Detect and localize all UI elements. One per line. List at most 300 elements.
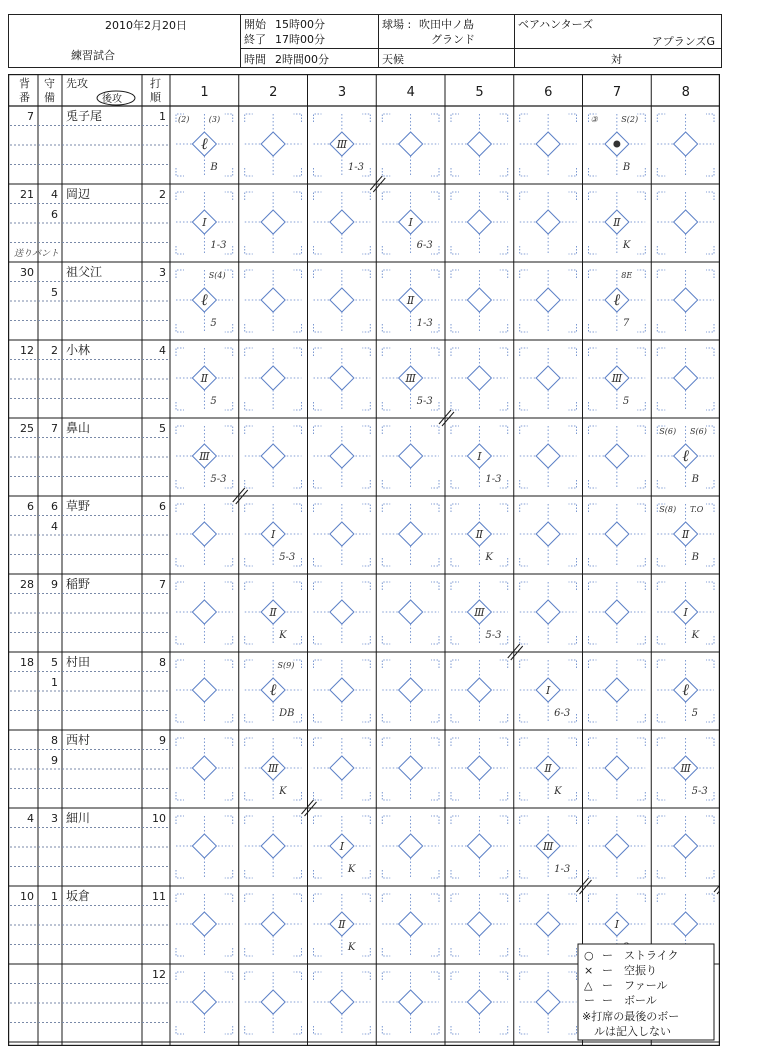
- out-count-mark: Ⅰ: [339, 840, 345, 853]
- cell-corner: [314, 504, 322, 512]
- cell-corner: [176, 714, 184, 722]
- play-annotation: T.O: [690, 505, 704, 514]
- batting-order: 3: [159, 266, 166, 279]
- base-diamond: [399, 132, 423, 156]
- cell-corner: [382, 168, 390, 176]
- base-diamond: [536, 912, 560, 936]
- cell-corner: [500, 870, 508, 878]
- cell-corner: [225, 714, 233, 722]
- uniform-number: 21: [20, 188, 34, 201]
- cell-corner: [362, 114, 370, 122]
- cell-corner: [569, 660, 577, 668]
- inning-header-3: 3: [337, 85, 347, 100]
- cell-corner: [431, 480, 439, 488]
- play-result: 1-3: [210, 240, 227, 251]
- cell-corner: [569, 636, 577, 644]
- cell-corner: [500, 426, 508, 434]
- cell-corner: [706, 660, 714, 668]
- cell-corner: [314, 792, 322, 800]
- base-diamond: [467, 366, 491, 390]
- cell-corner: [294, 714, 302, 722]
- cell-corner: [314, 660, 322, 668]
- venue-cell: [379, 15, 515, 67]
- cell-corner: [569, 402, 577, 410]
- position-number: 4: [51, 188, 58, 201]
- inning-header-5: 5: [475, 85, 484, 100]
- cell-corner: [245, 972, 253, 980]
- play-annotation: S(6): [690, 427, 707, 436]
- cell-corner: [362, 714, 370, 722]
- cell-corner: [431, 426, 439, 434]
- base-diamond: [261, 288, 285, 312]
- cell-corner: [294, 402, 302, 410]
- cell-corner: [245, 426, 253, 434]
- name-header-badge: 後攻: [102, 94, 122, 105]
- cell-corner: [382, 324, 390, 332]
- opponent-team: アプランズG: [651, 35, 715, 48]
- out-count-mark: Ⅲ: [611, 372, 623, 385]
- start-label: 開始: [244, 18, 266, 31]
- play-annotation: S(9): [277, 661, 295, 670]
- legend-dash: ー: [602, 949, 613, 962]
- cell-corner: [176, 792, 184, 800]
- uniform-number: 7: [27, 110, 34, 123]
- sub-position-number: 6: [51, 208, 58, 221]
- position-header: 備: [44, 91, 55, 104]
- play-result: K: [279, 630, 287, 641]
- cell-corner: [294, 348, 302, 356]
- inning-header-8: 8: [681, 85, 690, 100]
- cell-corner: [314, 480, 322, 488]
- legend-dash: ー: [602, 964, 613, 977]
- base-diamond: [399, 444, 423, 468]
- out-count-mark: Ⅱ: [269, 606, 277, 619]
- cell-corner: [382, 714, 390, 722]
- cell-corner: [431, 192, 439, 200]
- player-name: 小林: [66, 343, 91, 357]
- out-count-mark: Ⅰ: [202, 216, 207, 229]
- cell-corner: [362, 480, 370, 488]
- cell-corner: [431, 270, 439, 278]
- cell-corner: [382, 582, 390, 590]
- cell-corner: [706, 504, 714, 512]
- cell-corner: [225, 582, 233, 590]
- cell-corner: [520, 738, 528, 746]
- cell-corner: [500, 894, 508, 902]
- play-result: 6-3: [416, 240, 433, 251]
- cell-corner: [225, 504, 233, 512]
- player-name: 細川: [66, 811, 91, 825]
- cell-corner: [431, 792, 439, 800]
- cell-corner: [657, 582, 665, 590]
- play-result: 1-3: [347, 162, 364, 173]
- out-count-mark: Ⅲ: [267, 762, 279, 775]
- cell-corner: [382, 948, 390, 956]
- weather-label: 天候: [382, 53, 404, 66]
- cell-corner: [500, 348, 508, 356]
- cell-corner: [176, 348, 184, 356]
- cell-corner: [362, 870, 370, 878]
- cell-corner: [245, 816, 253, 824]
- base-diamond: [261, 210, 285, 234]
- out-count-mark: Ⅰ: [545, 684, 551, 697]
- cell-corner: [500, 270, 508, 278]
- cell-corner: [451, 246, 459, 254]
- cell-corner: [569, 426, 577, 434]
- base-diamond: [674, 912, 698, 936]
- base-diamond: [467, 210, 491, 234]
- cell-corner: [314, 1026, 322, 1034]
- legend-label: ファール: [624, 979, 668, 992]
- cell-corner: [294, 636, 302, 644]
- cell-corner: [451, 480, 459, 488]
- cell-corner: [451, 270, 459, 278]
- base-diamond: [330, 444, 354, 468]
- cell-corner: [706, 324, 714, 332]
- cell-corner: [314, 870, 322, 878]
- base-diamond: [192, 756, 216, 780]
- cell-corner: [176, 1026, 184, 1034]
- duration-value: 2時間00分: [275, 53, 329, 66]
- cell-corner: [431, 348, 439, 356]
- cell-corner: [294, 894, 302, 902]
- cell-corner: [451, 714, 459, 722]
- cell-corner: [706, 114, 714, 122]
- cell-corner: [314, 816, 322, 824]
- cell-corner: [245, 324, 253, 332]
- cell-corner: [706, 636, 714, 644]
- cell-corner: [451, 582, 459, 590]
- hit-mark: ℓ: [201, 290, 208, 309]
- cell-corner: [294, 114, 302, 122]
- base-diamond: [399, 756, 423, 780]
- play-result: B: [210, 162, 218, 173]
- base-diamond: [192, 990, 216, 1014]
- run-scored-dot: [613, 141, 620, 148]
- base-diamond: [536, 522, 560, 546]
- cell-corner: [314, 168, 322, 176]
- position-number: 8: [51, 734, 58, 747]
- base-diamond: [330, 756, 354, 780]
- cell-corner: [362, 246, 370, 254]
- out-count-mark: Ⅰ: [270, 528, 276, 541]
- cell-corner: [294, 192, 302, 200]
- time-cell: [241, 15, 379, 67]
- player-name: 稲野: [66, 577, 91, 591]
- cell-corner: [314, 558, 322, 566]
- cell-corner: [657, 168, 665, 176]
- cell-corner: [314, 636, 322, 644]
- batting-order: 10: [152, 812, 166, 825]
- cell-corner: [362, 582, 370, 590]
- play-result: B: [691, 552, 699, 563]
- cell-corner: [706, 582, 714, 590]
- cell-corner: [589, 816, 597, 824]
- out-count-mark: Ⅱ: [338, 918, 346, 931]
- cell-corner: [225, 324, 233, 332]
- cell-corner: [589, 582, 597, 590]
- base-diamond: [605, 834, 629, 858]
- play-annotation: 8E: [621, 271, 633, 280]
- out-count-mark: Ⅲ: [199, 450, 210, 463]
- play-result: K: [347, 942, 356, 953]
- cell-corner: [706, 480, 714, 488]
- cell-corner: [520, 660, 528, 668]
- base-diamond: [399, 912, 423, 936]
- cell-corner: [431, 1026, 439, 1034]
- base-diamond: [330, 600, 354, 624]
- cell-corner: [431, 168, 439, 176]
- base-diamond: [192, 834, 216, 858]
- cell-corner: [294, 870, 302, 878]
- cell-corner: [314, 426, 322, 434]
- cell-corner: [362, 660, 370, 668]
- base-diamond: [467, 912, 491, 936]
- cell-corner: [569, 192, 577, 200]
- play-result: 5: [622, 396, 630, 407]
- cell-corner: [431, 714, 439, 722]
- cell-corner: [520, 348, 528, 356]
- legend-symbol: △: [584, 979, 593, 992]
- cell-corner: [362, 894, 370, 902]
- cell-corner: [500, 504, 508, 512]
- play-annotation: S(2): [621, 115, 639, 124]
- cell-corner: [637, 168, 645, 176]
- play-result: 5-3: [485, 630, 502, 641]
- start-time: 15時00分: [275, 18, 325, 31]
- base-diamond: [261, 132, 285, 156]
- cell-corner: [657, 480, 665, 488]
- player-name: 鼻山: [66, 421, 91, 435]
- base-diamond: [192, 600, 216, 624]
- cell-corner: [314, 738, 322, 746]
- cell-corner: [245, 348, 253, 356]
- cell-corner: [294, 660, 302, 668]
- cell-corner: [637, 114, 645, 122]
- sub-position-number: 4: [51, 520, 58, 533]
- cell-corner: [362, 816, 370, 824]
- end-time: 17時00分: [275, 33, 325, 46]
- cell-corner: [225, 426, 233, 434]
- play-result: 6-3: [554, 708, 571, 719]
- cell-corner: [225, 948, 233, 956]
- legend-note: ※打席の最後のボー: [582, 1010, 680, 1023]
- cell-corner: [245, 192, 253, 200]
- cell-corner: [657, 348, 665, 356]
- cell-corner: [294, 270, 302, 278]
- player-note: 送りバント: [14, 249, 60, 259]
- cell-corner: [451, 816, 459, 824]
- cell-corner: [176, 246, 184, 254]
- cell-corner: [520, 504, 528, 512]
- cell-corner: [500, 738, 508, 746]
- cell-corner: [569, 738, 577, 746]
- cell-corner: [451, 114, 459, 122]
- cell-corner: [431, 870, 439, 878]
- play-result: K: [622, 240, 631, 251]
- cell-corner: [520, 114, 528, 122]
- base-diamond: [399, 600, 423, 624]
- cell-corner: [176, 402, 184, 410]
- base-diamond: [261, 990, 285, 1014]
- legend-symbol: ×: [584, 964, 594, 977]
- cell-corner: [589, 168, 597, 176]
- cell-corner: [637, 480, 645, 488]
- base-diamond: [674, 132, 698, 156]
- venue-name: 吹田中ノ島: [419, 18, 474, 31]
- duration-label: 時間: [244, 53, 266, 66]
- player-name: 祖父江: [66, 265, 103, 279]
- cell-corner: [382, 816, 390, 824]
- cell-corner: [362, 270, 370, 278]
- cell-corner: [245, 660, 253, 668]
- uniform-number: 25: [20, 422, 34, 435]
- base-diamond: [330, 522, 354, 546]
- cell-corner: [431, 114, 439, 122]
- cell-corner: [520, 402, 528, 410]
- cell-corner: [520, 948, 528, 956]
- base-diamond: [674, 834, 698, 858]
- cell-corner: [362, 972, 370, 980]
- cell-corner: [637, 348, 645, 356]
- cell-corner: [637, 426, 645, 434]
- out-count-mark: Ⅲ: [336, 138, 348, 151]
- uniform-number: 18: [20, 656, 34, 669]
- cell-corner: [451, 870, 459, 878]
- cell-corner: [706, 816, 714, 824]
- play-annotation-2: S(8): [659, 505, 677, 514]
- cell-corner: [637, 816, 645, 824]
- cell-corner: [569, 348, 577, 356]
- cell-corner: [245, 246, 253, 254]
- out-count-mark: Ⅰ: [408, 216, 413, 229]
- cell-corner: [176, 870, 184, 878]
- uniform-number: 4: [27, 812, 34, 825]
- base-diamond: [605, 756, 629, 780]
- cell-corner: [294, 246, 302, 254]
- play-result: B: [622, 162, 631, 173]
- cell-corner: [225, 816, 233, 824]
- cell-corner: [500, 192, 508, 200]
- hit-mark: ℓ: [201, 134, 208, 153]
- position-number: 9: [51, 578, 58, 591]
- base-diamond: [399, 834, 423, 858]
- cell-corner: [362, 348, 370, 356]
- cell-corner: [589, 660, 597, 668]
- cell-corner: [500, 114, 508, 122]
- cell-corner: [569, 168, 577, 176]
- cell-corner: [362, 402, 370, 410]
- base-diamond: [467, 288, 491, 312]
- out-count-mark: Ⅰ: [683, 606, 688, 619]
- cell-corner: [431, 558, 439, 566]
- cell-corner: [225, 738, 233, 746]
- position-header: 守: [44, 77, 55, 90]
- batting-order: 6: [159, 500, 166, 513]
- play-annotation: S(4): [208, 271, 226, 280]
- legend-symbol: ○: [584, 949, 594, 962]
- cell-corner: [589, 192, 597, 200]
- cell-corner: [431, 948, 439, 956]
- play-annotation: (3): [208, 115, 221, 124]
- batting-order: 9: [159, 734, 166, 747]
- hit-mark: ℓ: [269, 680, 277, 699]
- cell-corner: [451, 324, 459, 332]
- cell-corner: [569, 480, 577, 488]
- cell-corner: [382, 558, 390, 566]
- cell-corner: [225, 660, 233, 668]
- position-number: 3: [51, 812, 58, 825]
- play-result: K: [485, 552, 493, 563]
- cell-corner: [382, 894, 390, 902]
- cell-corner: [382, 636, 390, 644]
- cell-corner: [382, 738, 390, 746]
- cell-corner: [245, 948, 253, 956]
- cell-corner: [225, 348, 233, 356]
- out-count-mark: Ⅰ: [477, 450, 482, 463]
- cell-corner: [657, 894, 665, 902]
- cell-corner: [314, 948, 322, 956]
- cell-corner: [637, 792, 645, 800]
- cell-corner: [382, 114, 390, 122]
- batting-order: 7: [159, 578, 166, 591]
- cell-corner: [225, 558, 233, 566]
- base-diamond: [605, 522, 629, 546]
- batting-order: 2: [159, 188, 166, 201]
- cell-corner: [314, 582, 322, 590]
- inning-header-1: 1: [200, 85, 209, 100]
- cell-corner: [500, 1026, 508, 1034]
- cell-corner: [382, 348, 390, 356]
- out-count-mark: Ⅱ: [406, 294, 415, 307]
- cell-corner: [520, 168, 528, 176]
- cell-corner: [657, 270, 665, 278]
- cell-corner: [451, 792, 459, 800]
- base-diamond: [330, 678, 354, 702]
- cell-corner: [294, 426, 302, 434]
- cell-corner: [500, 792, 508, 800]
- base-diamond: [605, 600, 629, 624]
- cell-corner: [382, 792, 390, 800]
- cell-corner: [176, 582, 184, 590]
- cell-corner: [520, 324, 528, 332]
- cell-corner: [431, 738, 439, 746]
- cell-corner: [451, 660, 459, 668]
- cell-corner: [500, 402, 508, 410]
- cell-corner: [176, 168, 184, 176]
- sub-position-number: 5: [51, 286, 58, 299]
- cell-corner: [451, 426, 459, 434]
- cell-corner: [706, 168, 714, 176]
- cell-corner: [225, 192, 233, 200]
- cell-corner: [225, 114, 233, 122]
- cell-corner: [362, 636, 370, 644]
- play-result: 5-3: [416, 396, 433, 407]
- cell-corner: [637, 714, 645, 722]
- cell-corner: [294, 480, 302, 488]
- cell-corner: [225, 972, 233, 980]
- cell-corner: [637, 270, 645, 278]
- base-diamond: [536, 366, 560, 390]
- cell-corner: [589, 894, 597, 902]
- cell-corner: [637, 402, 645, 410]
- base-diamond: [467, 834, 491, 858]
- end-label: 終了: [244, 33, 266, 46]
- cell-corner: [431, 504, 439, 512]
- base-diamond: [399, 522, 423, 546]
- cell-corner: [706, 270, 714, 278]
- cell-corner: [500, 582, 508, 590]
